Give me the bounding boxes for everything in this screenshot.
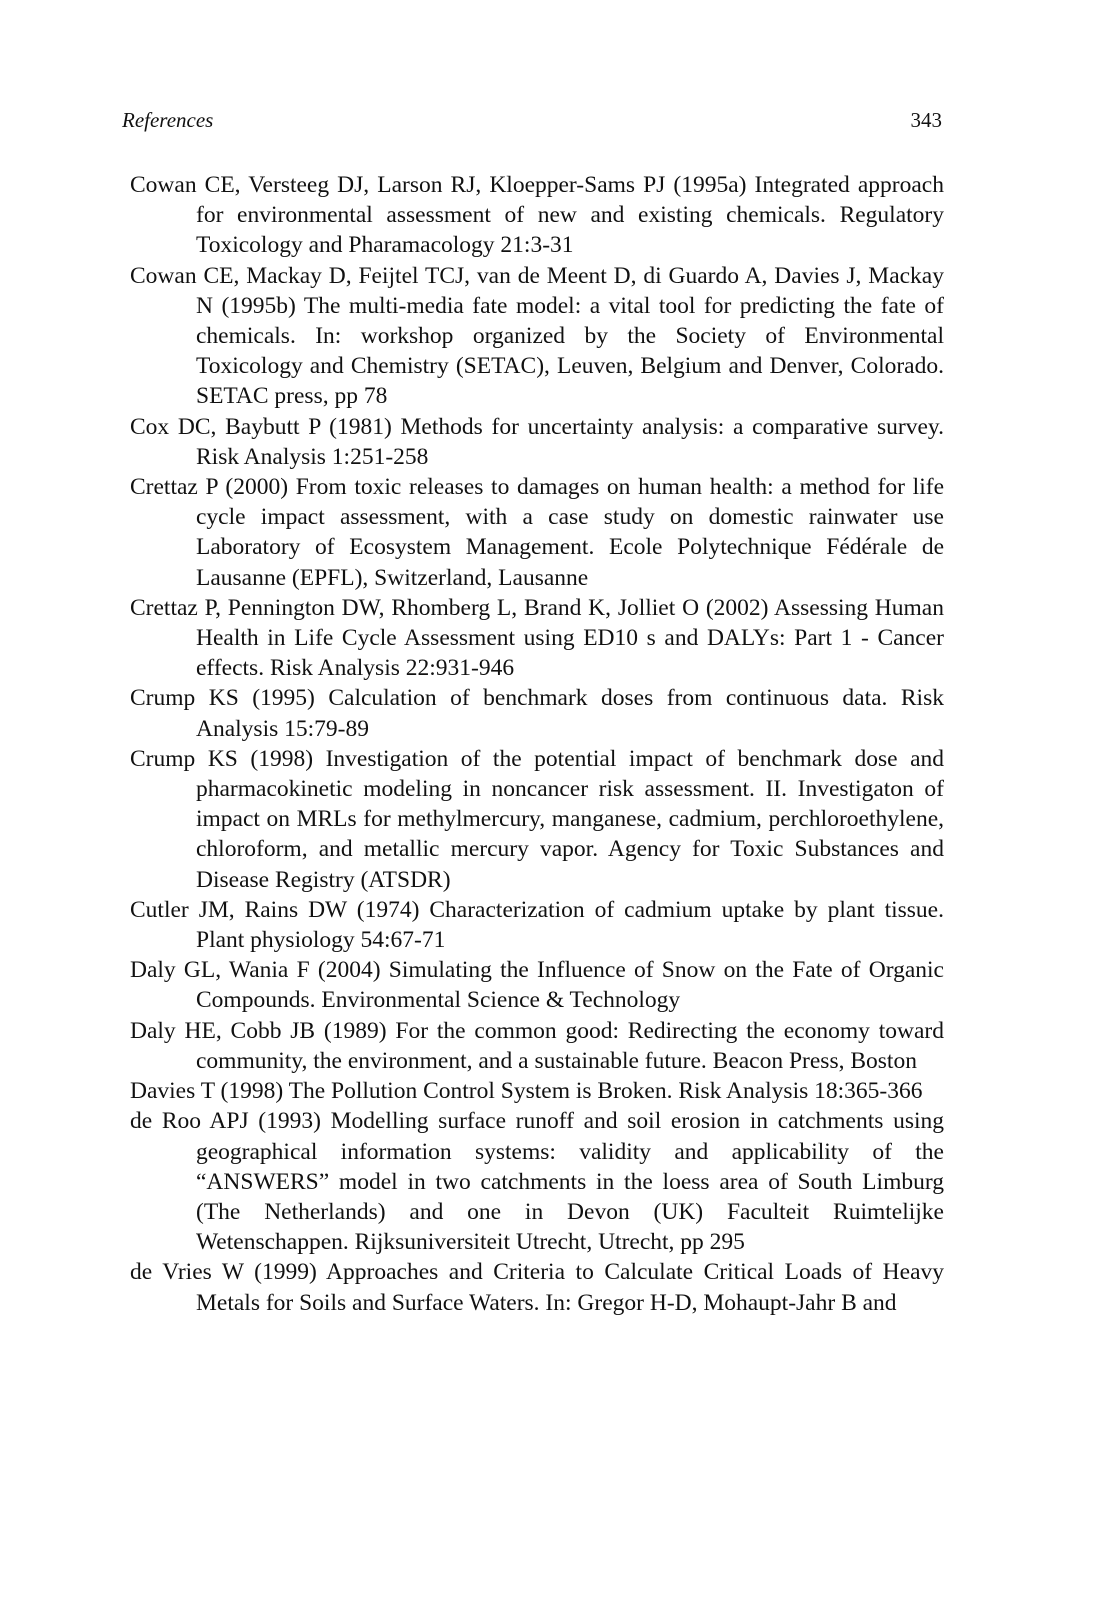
reference-entry: Crump KS (1995) Calculation of benchmark doses from continuous data. Risk Analysis 15:79-89 <box>130 685 944 742</box>
reference-entry: de Roo APJ (1993) Modelling surface runoff and soil erosion in catchments using geographical information systems: validity and applicability of the “ANSWERS” model in two catchments in the loess area of South Limburg (The Netherlands) and one in Devon (UK) Faculteit Ruimtelijke Wetenschappen. Rijksuniversiteit Utrecht, Utrecht, pp 295 <box>130 1108 944 1256</box>
reference-entry: Cox DC, Baybutt P (1981) Methods for uncertainty analysis: a comparative survey. Risk Analysis 1:251-258 <box>130 413 944 470</box>
page-number: 343 <box>910 108 942 132</box>
running-head: References <box>122 108 214 132</box>
page-header <box>122 106 942 136</box>
reference-entry: Cowan CE, Mackay D, Feijtel TCJ, van de Meent D, di Guardo A, Davies J, Mackay N (1995b) The multi-media fate model: a vital tool for predicting the fate of chemicals. In: workshop organized by the Society of Environmental Toxicology and Chemistry (SETAC), Leuven, Belgium and Denver, Colorado. SETAC press, pp 78 <box>130 262 944 410</box>
reference-entry: Crettaz P, Pennington DW, Rhomberg L, Brand K, Jolliet O (2002) Assessing Human Health in Life Cycle Assessment using ED10 s and DALYs: Part 1 - Cancer effects. Risk Analysis 22:931-946 <box>130 594 944 682</box>
reference-entry: Cutler JM, Rains DW (1974) Characterization of cadmium uptake by plant tissue. Plant physiology 54:67-71 <box>130 896 944 954</box>
reference-entry: Davies T (1998) The Pollution Control System is Broken. Risk Analysis 18:365-366 <box>130 1078 923 1105</box>
reference-entry: Crettaz P (2000) From toxic releases to damages on human health: a method for life cycle impact assessment, with a case study on domestic rainwater use Laboratory of Ecosystem Management. Ecole Polytechnique Fédérale de Lausanne (EPFL), Switzerland, Lausanne <box>130 474 944 591</box>
reference-entry: Daly HE, Cobb JB (1989) For the common good: Redirecting the economy toward community, the environment, and a sustainable future. Beacon Press, Boston <box>130 1017 944 1074</box>
reference-entry: Cowan CE, Versteeg DJ, Larson RJ, Kloepper-Sams PJ (1995a) Integrated approach for environmental assessment of new and existing chemicals. Regulatory Toxicology and Pharamacology 21:3-31 <box>130 172 944 259</box>
reference-entry: Daly GL, Wania F (2004) Simulating the Influence of Snow on the Fate of Organic Compounds. Environmental Science & Technology <box>130 957 944 1014</box>
reference-list <box>130 170 944 1318</box>
reference-entry: Crump KS (1998) Investigation of the potential impact of benchmark dose and pharmacokinetic modeling in noncancer risk assessment. II. Investigaton of impact on MRLs for methylmercury, manganese, cadmium, perchloroethylene, chloroform, and metallic mercury vapor. Agency for Toxic Substances and Disease Registry (ATSDR) <box>130 745 944 893</box>
reference-entry: de Vries W (1999) Approaches and Criteria to Calculate Critical Loads of Heavy Metals for Soils and Surface Waters. In: Gregor H-D, Mohaupt-Jahr B and <box>130 1259 944 1316</box>
